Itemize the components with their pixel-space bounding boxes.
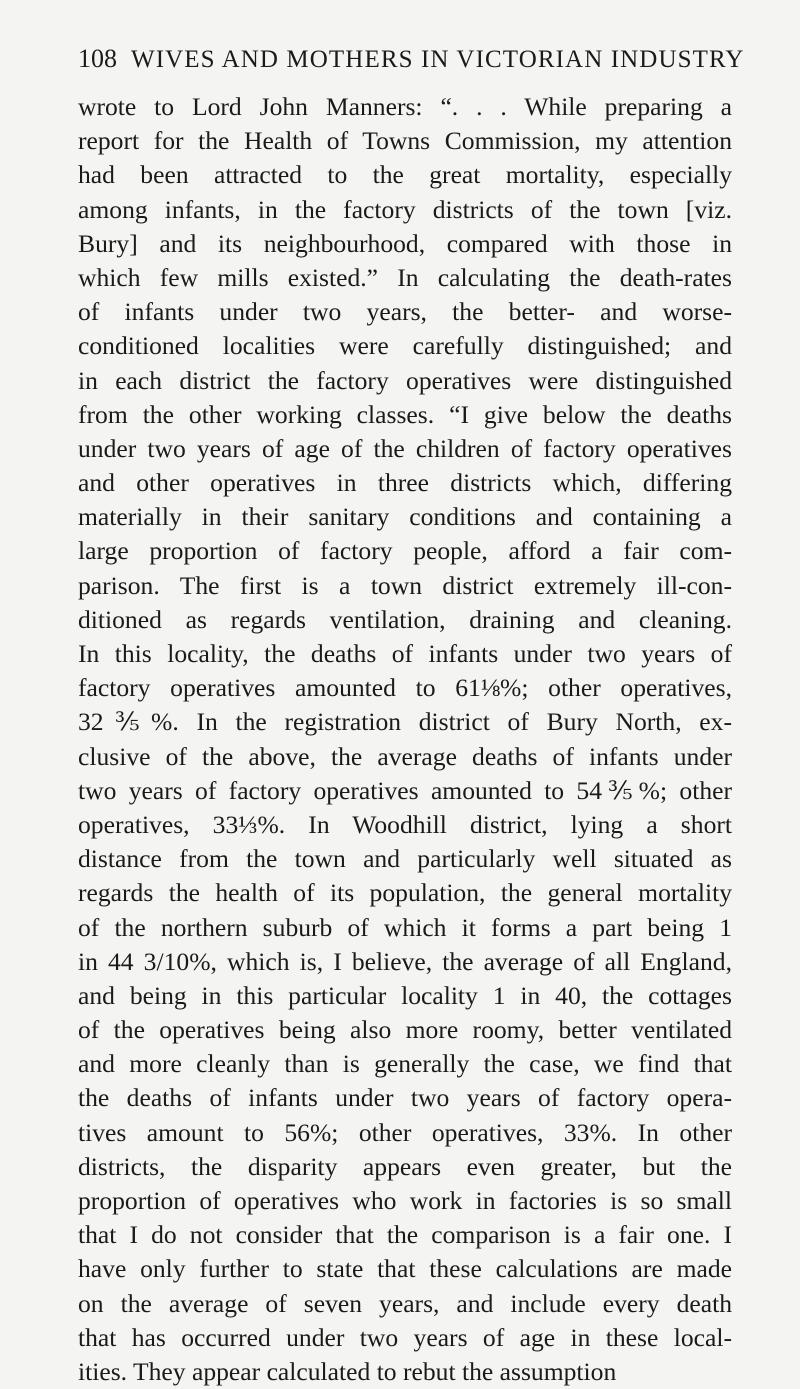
text-line: in 44 3/10%, which is, I believe, the average of all England, xyxy=(78,946,732,976)
text-line: of the operatives being also more roomy, better ventilated xyxy=(78,1015,732,1045)
text-line: parison. The first is a town district extremely ill-con- xyxy=(78,570,732,600)
text-line: conditioned localities were carefully distinguished; and xyxy=(78,331,732,361)
text-line: that I do not consider that the comparison is a fair one. I xyxy=(78,1220,732,1250)
text-line: in each district the factory operatives were distinguished xyxy=(78,365,732,395)
text-line: under two years of age of the children of factory operatives xyxy=(78,433,732,463)
text-line: and other operatives in three districts which, differing xyxy=(78,468,732,498)
text-line: and being in this particular locality 1 in 40, the cottages xyxy=(78,980,732,1010)
text-line: of infants under two years, the better- and worse- xyxy=(78,297,732,327)
text-line: and more cleanly than is generally the case, we find that xyxy=(78,1049,732,1079)
text-line: factory operatives amounted to 61⅛%; other operatives, xyxy=(78,673,732,703)
text-line: that has occurred under two years of age in these local- xyxy=(78,1322,732,1352)
text-line: 32⅗%. In the registration district of Bury North, ex- xyxy=(78,707,732,737)
text-line: which few mills existed.” In calculating the death-rates xyxy=(78,262,732,292)
text-line: operatives, 33⅓%. In Woodhill district, lying a short xyxy=(78,809,732,839)
text-line: of the northern suburb of which it forms a part being 1 xyxy=(78,912,732,942)
text-line: regards the health of its population, the general mortality xyxy=(78,878,732,908)
text-line: tives amount to 56%; other operatives, 33%. In other xyxy=(78,1117,732,1147)
text-line: materially in their sanitary conditions and containing a xyxy=(78,502,732,532)
text-line: have only further to state that these calculations are made xyxy=(78,1254,732,1284)
body-text xyxy=(78,90,732,1389)
page-number: 108 xyxy=(78,44,117,73)
text-line: Bury] and its neighbourhood, compared with those in xyxy=(78,228,732,258)
text-line: the deaths of infants under two years of factory opera- xyxy=(78,1083,732,1113)
text-line: among infants, in the factory districts of the town [viz. xyxy=(78,194,732,224)
text-line: from the other working classes. “I give below the deaths xyxy=(78,399,732,429)
text-line: report for the Health of Towns Commission, my attention xyxy=(78,126,732,156)
text-line: two years of factory operatives amounted to 54⅗%; other xyxy=(78,775,732,805)
text-line: distance from the town and particularly well situated as xyxy=(78,844,732,874)
text-line: districts, the disparity appears even greater, but the xyxy=(78,1151,732,1181)
text-line: on the average of seven years, and include every death xyxy=(78,1288,732,1318)
text-line: large proportion of factory people, afford a fair com- xyxy=(78,536,732,566)
text-line: In this locality, the deaths of infants under two years of xyxy=(78,639,732,668)
text-line: proportion of operatives who work in factories is so small xyxy=(78,1186,732,1215)
running-head xyxy=(78,44,745,78)
text-line: ditioned as regards ventilation, draining and cleaning. xyxy=(78,604,732,634)
text-line: clusive of the above, the average deaths of infants under xyxy=(78,741,732,771)
running-title: WIVES AND MOTHERS IN VICTORIAN INDUSTRY xyxy=(131,46,745,73)
book-page xyxy=(78,44,745,1389)
text-line: had been attracted to the great mortality, especially xyxy=(78,160,732,190)
text-line: ities. They appear calculated to rebut the assumption xyxy=(78,1356,617,1386)
text-line: wrote to Lord John Manners: “. . . While preparing a xyxy=(78,92,732,121)
